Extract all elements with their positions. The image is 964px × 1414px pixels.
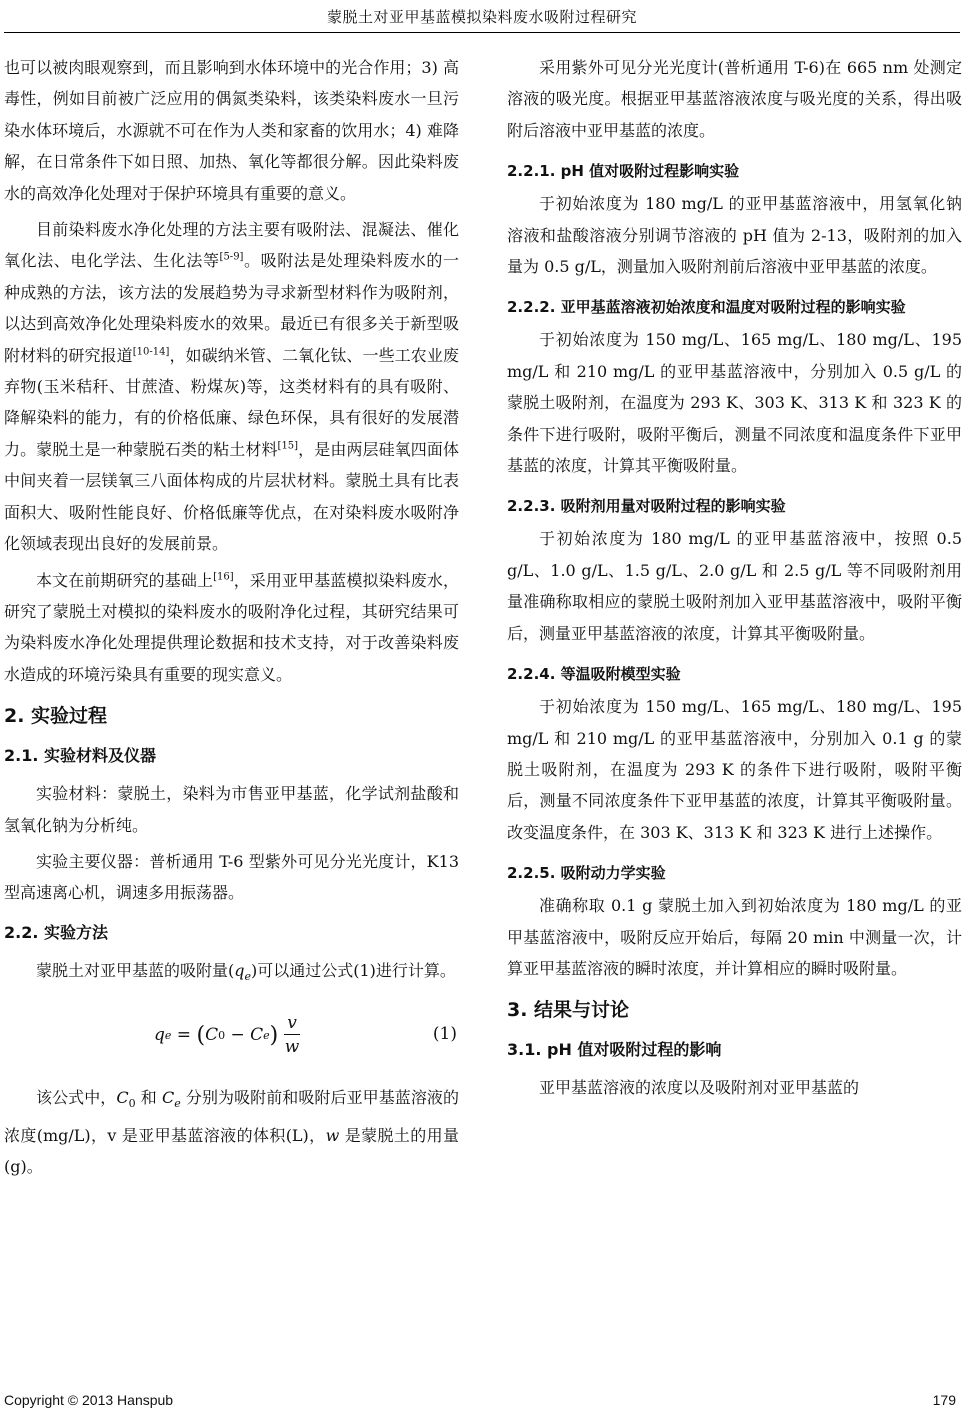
eq-subscript: e bbox=[263, 1028, 270, 1042]
text: 该公式中， bbox=[36, 1088, 117, 1108]
eq-paren: ) bbox=[269, 1022, 279, 1048]
subsubsection-heading: 2.2.3. 吸附剂用量对吸附过程的影响实验 bbox=[507, 497, 786, 516]
text: )可以通过公式(1)进行计算。 bbox=[251, 960, 456, 980]
page-number: 179 bbox=[932, 1392, 956, 1408]
symbol: w bbox=[325, 1125, 340, 1145]
citation: [5-9] bbox=[219, 252, 244, 264]
equation-1 bbox=[4, 1002, 459, 1068]
subsection-heading: 2.1. 实验材料及仪器 bbox=[4, 746, 156, 766]
paragraph: 于初始浓度为 180 mg/L 的亚甲基蓝溶液中，用氢氧化钠溶液和盐酸溶液分别调节溶液的 pH 值为 2-13，吸附剂的加入量为 0.5 g/L，测量加入吸附剂前后溶液中亚甲基蓝的浓度。 bbox=[507, 194, 962, 277]
subsubsection-heading: 2.2.1. pH 值对吸附过程影响实验 bbox=[507, 162, 740, 181]
text: ，是由两层硅氧四面体中间夹着一层镁氧三八面体构成的片层状材料。蒙脱土具有比表面积大、吸附性能良好、价格低廉等优点，在对染料废水吸附净化领域表现出良好的发展前景。 bbox=[4, 439, 459, 554]
equation-number: (1) bbox=[432, 1024, 457, 1045]
symbol: C bbox=[161, 1088, 175, 1108]
subsection-heading: 2.2. 实验方法 bbox=[4, 922, 108, 942]
paragraph: 于初始浓度为 150 mg/L、165 mg/L、180 mg/L、195 mg/L 和 210 mg/L 的亚甲基蓝溶液中，分别加入 0.5 g/L 的蒙脱土吸附剂，在温度为 293 K、303 K、313 K 和 323 K 的条件下进行吸附，吸附平衡后，测量不同浓度和温度条件下亚甲基蓝的浓度，计算其平衡吸附量。 bbox=[507, 330, 962, 476]
citation: [15] bbox=[277, 440, 299, 452]
eq-symbol: C bbox=[205, 1025, 219, 1046]
eq-operator: − bbox=[225, 1025, 251, 1046]
section-heading: 2. 实验过程 bbox=[4, 705, 108, 728]
running-title: 蒙脱土对亚甲基蓝模拟染料废水吸附过程研究 bbox=[326, 8, 637, 26]
citation: [10-14] bbox=[132, 346, 170, 358]
paragraph: 于初始浓度为 150 mg/L、165 mg/L、180 mg/L、195 mg/L 和 210 mg/L 的亚甲基蓝溶液中，分别加入 0.1 g 的蒙脱土吸附剂，在温度为 293 K 的条件下进行吸附，吸附平衡后，测量不同浓度条件下亚甲基蓝的浓度，计算其平衡吸附量。改变温度条件，在 303 K、313 K 和 323 K 进行上述操作。 bbox=[507, 697, 962, 842]
paragraph: 实验主要仪器：普析通用 T-6 型紫外可见分光光度计，K13 型高速离心机，调速多用振荡器。 bbox=[4, 851, 459, 903]
eq-subscript: 0 bbox=[218, 1028, 226, 1042]
subscript: 0 bbox=[128, 1097, 136, 1111]
header-rule bbox=[4, 32, 960, 33]
text: ，如碳纳米管、二氧化钛、一些工农业废弃物(玉米秸秆、甘蔗渣、粉煤灰)等，这类材料有的具有吸附、降解染料的能力，有的价格低廉、绿色环保，具有很好的发展潜力。蒙脱土是一种蒙脱石类的粘土材料 bbox=[4, 345, 459, 459]
text: 和 bbox=[135, 1088, 162, 1108]
paragraph: 亚甲基蓝溶液的浓度以及吸附剂对亚甲基蓝的 bbox=[539, 1078, 860, 1098]
eq-denominator: w bbox=[284, 1036, 300, 1057]
paragraph: 实验材料：蒙脱土，染料为市售亚甲基蓝，化学试剂盐酸和氢氧化钠为分析纯。 bbox=[4, 784, 459, 835]
text: 分别为吸附前和吸附后亚甲基蓝溶液的浓度(mg/L)，v 是亚甲基蓝溶液的体积(L)， bbox=[4, 1088, 459, 1145]
paragraph bbox=[4, 1082, 459, 1182]
paragraph bbox=[4, 955, 459, 993]
subsubsection-heading: 2.2.4. 等温吸附模型实验 bbox=[507, 665, 681, 684]
section-heading: 3. 结果与讨论 bbox=[507, 999, 630, 1022]
paragraph: 采用紫外可见分光光度计(普析通用 T-6)在 665 nm 处测定溶液的吸光度。根据亚甲基蓝溶液浓度与吸光度的关系，得出吸附后溶液中亚甲基蓝的浓度。 bbox=[507, 58, 962, 140]
eq-fraction bbox=[284, 1012, 300, 1059]
paragraph: 也可以被肉眼观察到，而且影响到水体环境中的光合作用；3) 高毒性，例如目前被广泛应用的偶氮类染料，该类染料废水一旦污染水体环境后，水源就不可在作为人类和家畜的饮用水；4) 难降解，在日常条件下如日照、加热、氧化等都很分解。因此染料废水的高效净化处理对于保护环境具有重要的意义。 bbox=[4, 58, 459, 203]
subscript: e bbox=[174, 1097, 181, 1111]
right-column bbox=[507, 52, 962, 1109]
subsubsection-heading: 2.2.5. 吸附动力学实验 bbox=[507, 864, 666, 883]
text: 目前染料废水净化处理的方法主要有吸附法、混凝法、催化氧化法、电化学法、生化法等 bbox=[4, 220, 459, 271]
citation: [16] bbox=[213, 571, 234, 583]
equation-body bbox=[154, 1008, 300, 1062]
text: 蒙脱土对亚甲基蓝的吸附量( bbox=[36, 960, 235, 980]
eq-symbol: C bbox=[250, 1025, 264, 1046]
eq-numerator: v bbox=[284, 1012, 300, 1035]
paragraph bbox=[4, 214, 459, 559]
symbol: q bbox=[234, 960, 245, 980]
symbol: C bbox=[116, 1088, 129, 1108]
left-column bbox=[4, 52, 459, 1188]
text: 是蒙脱土的用量(g)。 bbox=[4, 1125, 459, 1177]
text: 。吸附法是处理染料废水的一种成熟的方法，该方法的发展趋势为寻求新型材料作为吸附剂，以达到高效净化处理染料废水的效果。最近已有很多关于新型吸附材料的研究报道 bbox=[4, 251, 459, 365]
text: ，采用亚甲基蓝模拟染料废水，研究了蒙脱土对模拟的染料废水的吸附净化过程，其研究结果可为染料废水净化处理提供理论数据和技术支持，对于改善染料废水造成的环境污染具有重要的现实意义。 bbox=[4, 570, 459, 684]
eq-symbol: q bbox=[154, 1025, 165, 1046]
copyright: Copyright © 2013 Hanspub bbox=[4, 1392, 174, 1408]
paragraph: 于初始浓度为 180 mg/L 的亚甲基蓝溶液中，按照 0.5 g/L、1.0 g/L、1.5 g/L、2.0 g/L 和 2.5 g/L 等不同吸附剂用量准确称取相应的蒙脱土吸附剂加入亚甲基蓝溶液中，吸附平衡后，测量亚甲基蓝溶液的浓度，计算其平衡吸附量。 bbox=[507, 529, 962, 643]
paragraph: 准确称取 0.1 g 蒙脱土加入到初始浓度为 180 mg/L 的亚甲基蓝溶液中，吸附反应开始后，每隔 20 min 中测量一次，计算亚甲基蓝溶液的瞬时浓度，并计算相应的瞬时吸附量。 bbox=[507, 896, 962, 978]
eq-subscript: e bbox=[164, 1028, 172, 1042]
subsection-heading: 3.1. pH 值对吸附过程的影响 bbox=[507, 1040, 722, 1060]
eq-operator: = bbox=[171, 1025, 197, 1046]
paragraph bbox=[4, 565, 459, 691]
subsubsection-heading: 2.2.2. 亚甲基蓝溶液初始浓度和温度对吸附过程的影响实验 bbox=[507, 298, 906, 317]
subscript: e bbox=[244, 969, 252, 983]
text: 本文在前期研究的基础上 bbox=[36, 570, 214, 590]
eq-paren: ( bbox=[196, 1022, 206, 1048]
